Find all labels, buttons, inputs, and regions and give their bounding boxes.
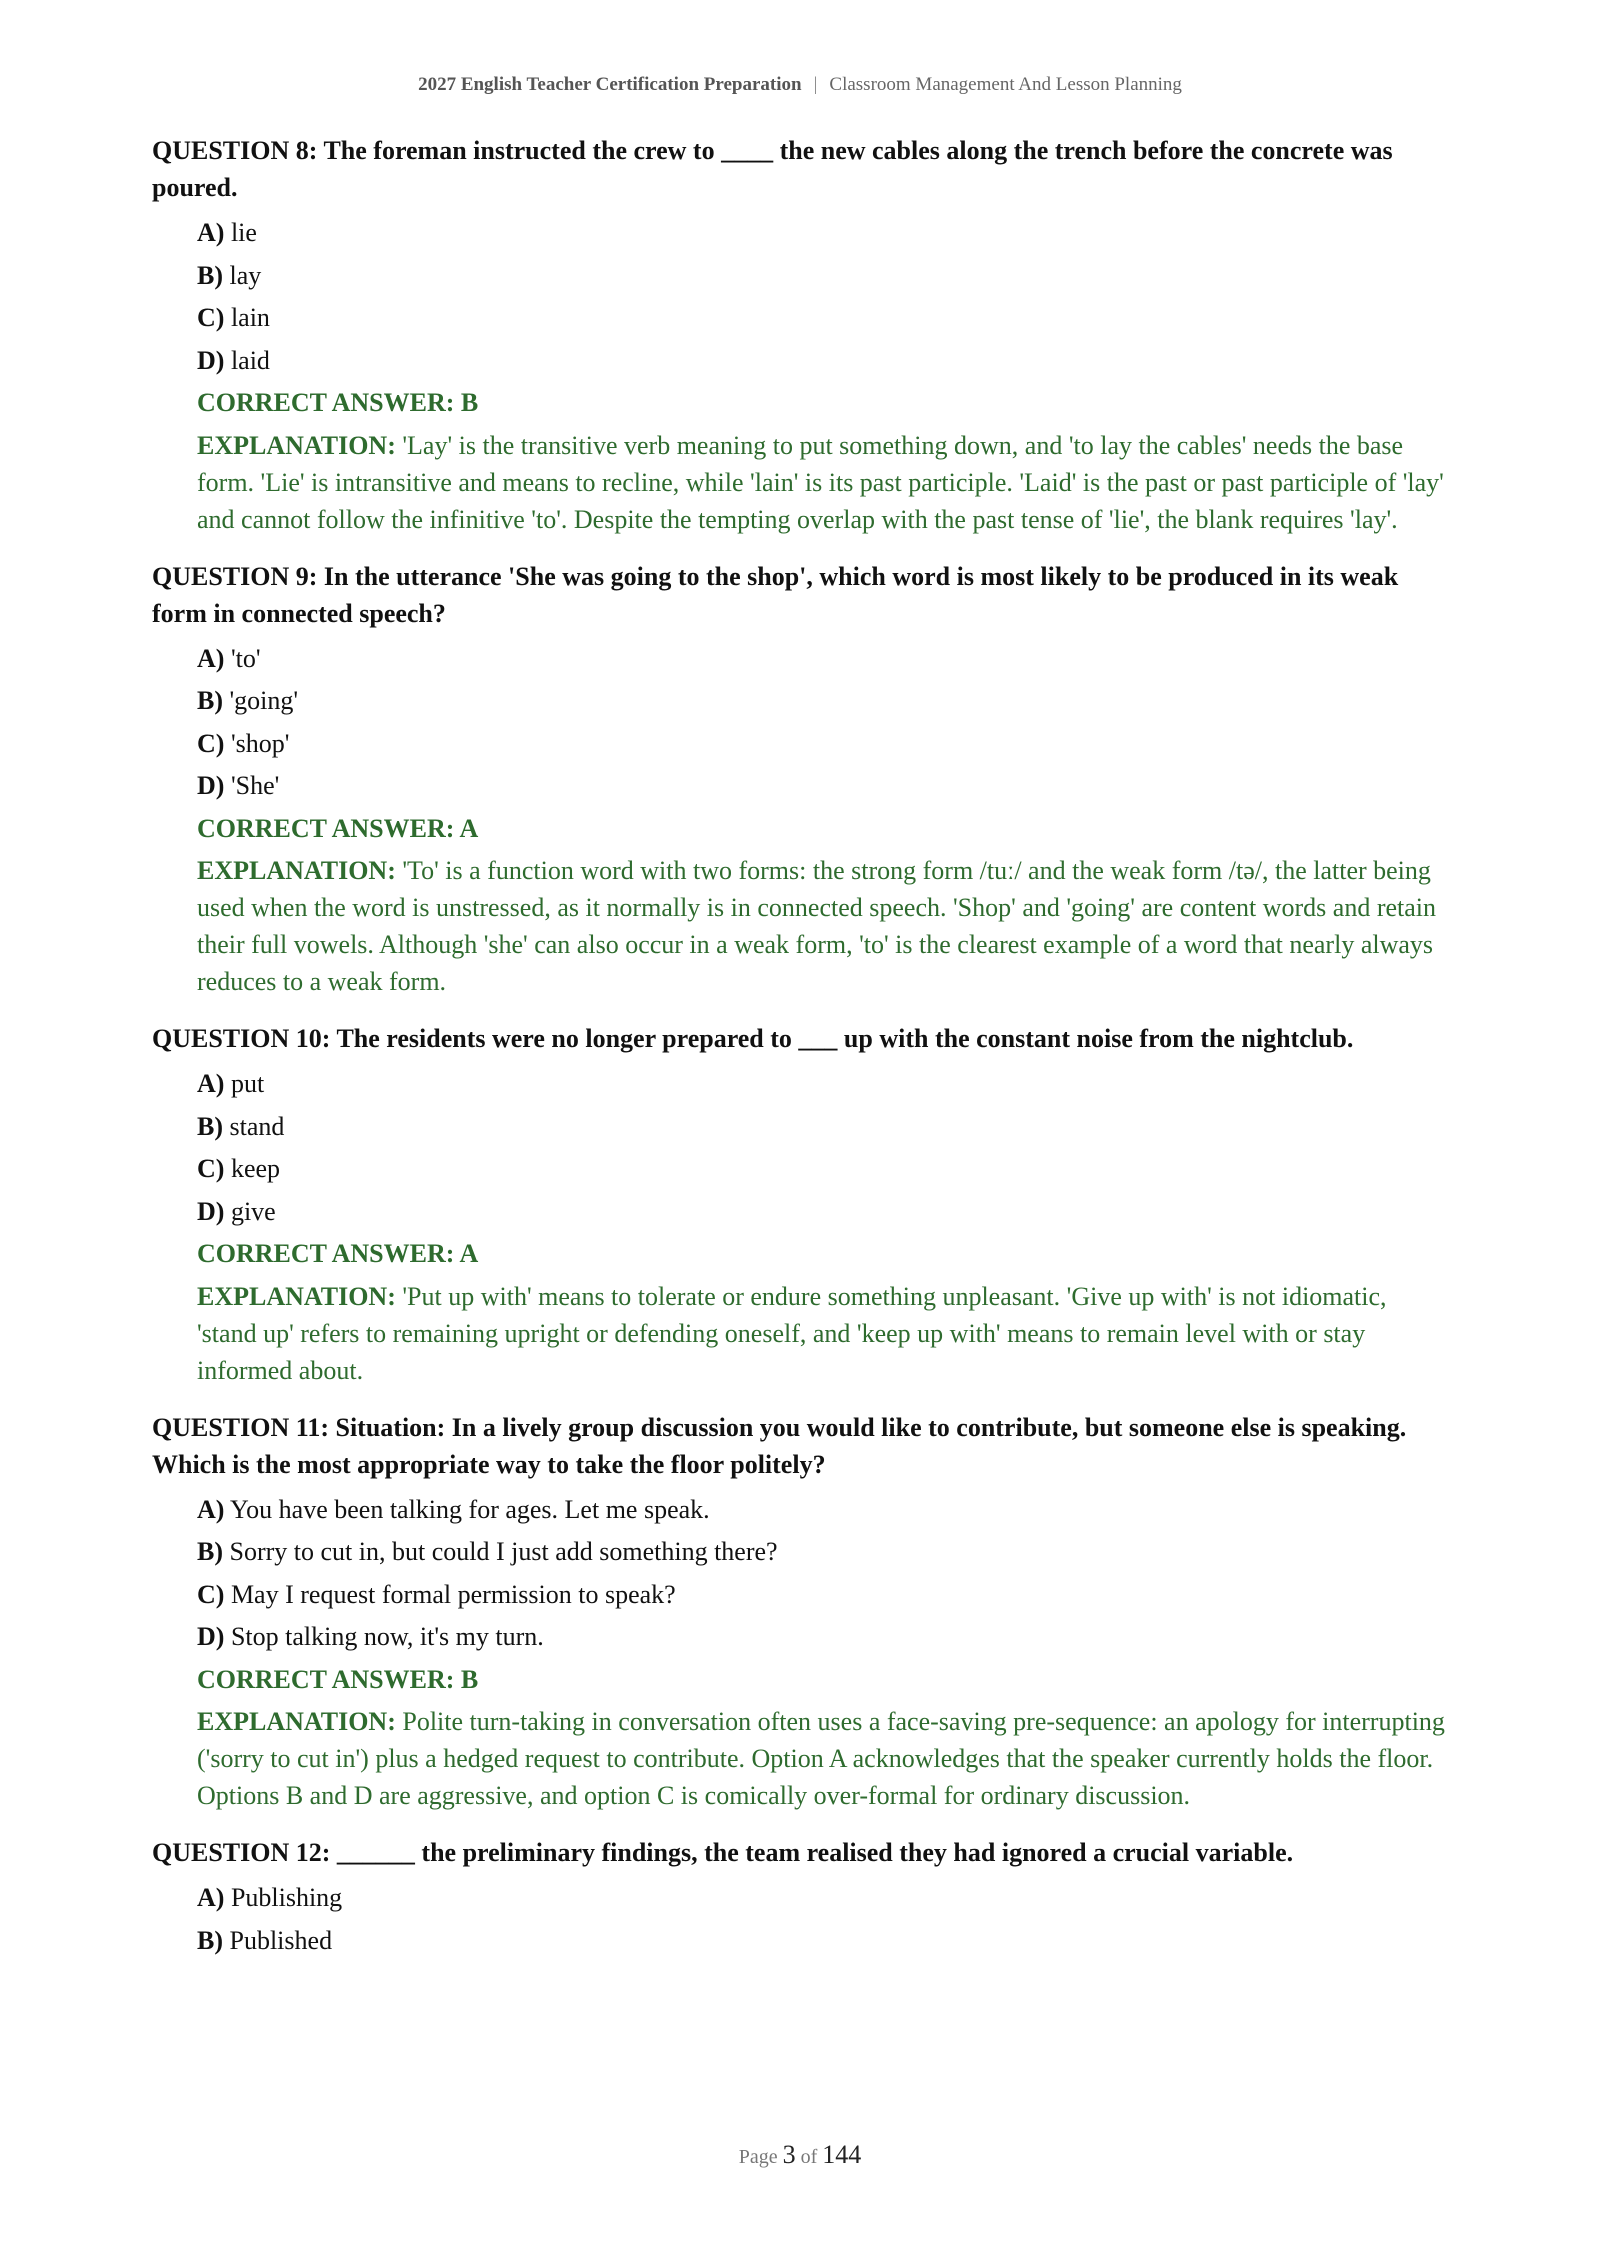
option-text: 'to' — [230, 643, 261, 673]
explanation-text: 'To' is a function word with two forms: the strong form /tuː/ and the weak form /tə/, the latter being used when the word is unstressed, as it normally is in connected speech. 'Shop' and 'going' are content words and retain their full vowels. Although 'she' can also occur in a weak form, 'to' is the clearest example of a word that nearly always reduces to a weak form. — [197, 856, 1436, 996]
option-text: You have been talking for ages. Let me speak. — [229, 1494, 710, 1524]
option-letter: C) — [197, 1154, 225, 1183]
question-text: QUESTION 9: In the utterance 'She was going to the shop', which word is most likely to be produced in its weak form in connected speech? — [152, 561, 1399, 628]
option-item — [197, 765, 1452, 808]
option-item — [197, 680, 1452, 723]
option-item — [197, 255, 1452, 298]
answer-label: CORRECT ANSWER: — [197, 388, 461, 417]
option-letter: B) — [197, 1111, 223, 1141]
option-text: Stop talking now, it's my turn. — [230, 1622, 544, 1651]
option-item — [197, 1877, 1452, 1920]
option-letter: D) — [197, 771, 225, 800]
option-letter: B) — [197, 1925, 223, 1955]
answer-value: A — [459, 813, 479, 843]
correct-answer — [197, 1233, 1452, 1276]
explanation-text: 'Lay' is the transitive verb meaning to put something down, and 'to lay the cables' needs the base form. 'Lie' is intransitive and means to recline, while 'lain' is its past participle. 'Laid' is the past or past participle of 'lay' and cannot follow the infinitive 'to'. Despite the tempting overlap with the past tense of 'lie', the blank requires 'lay'. — [197, 430, 1444, 534]
option-list — [197, 1489, 1452, 1659]
option-list — [197, 638, 1452, 808]
explanation — [197, 852, 1452, 1000]
option-item — [197, 1574, 1452, 1617]
option-item — [197, 212, 1452, 255]
total-pages: 144 — [822, 2140, 862, 2169]
option-text: stand — [229, 1111, 285, 1141]
correct-answer — [197, 382, 1452, 425]
explanation-label: EXPLANATION: — [197, 856, 403, 885]
explanation — [197, 1278, 1452, 1389]
option-text: Publishing — [230, 1883, 343, 1912]
page-number: 3 — [782, 2140, 796, 2169]
option-letter: A) — [197, 643, 225, 673]
option-text: May I request formal permission to speak? — [230, 1579, 676, 1609]
of-word: of — [800, 2146, 818, 2168]
question-block — [152, 1834, 1452, 1962]
option-item — [197, 340, 1452, 383]
option-letter: C) — [197, 1579, 225, 1609]
option-text: give — [230, 1196, 276, 1226]
explanation — [197, 427, 1452, 538]
page-word: Page — [738, 2146, 778, 2168]
option-item — [197, 1191, 1452, 1234]
question-text: QUESTION 12: ______ the preliminary findings, the team realised they had ignored a crucial variable. — [152, 1838, 1294, 1867]
explanation-label: EXPLANATION: — [197, 430, 403, 460]
option-letter: C) — [197, 303, 225, 332]
option-letter: C) — [197, 728, 225, 758]
explanation — [197, 1703, 1452, 1814]
question-list — [152, 132, 1452, 1982]
question-text: QUESTION 8: The foreman instructed the crew to ____ the new cables along the trench before the concrete was poured. — [152, 136, 1393, 202]
option-item — [197, 1920, 1452, 1963]
option-list — [197, 1063, 1452, 1233]
header-separator: | — [813, 74, 818, 95]
answer-value: A — [459, 1239, 479, 1268]
option-item — [197, 1106, 1452, 1149]
option-letter: A) — [197, 218, 225, 247]
option-letter: D) — [197, 345, 225, 375]
page-footer — [0, 2140, 1600, 2170]
option-item — [197, 638, 1452, 681]
explanation-label: EXPLANATION: — [197, 1707, 403, 1736]
answer-label: CORRECT ANSWER: — [197, 1664, 461, 1694]
question-block — [152, 558, 1452, 1001]
option-item — [197, 723, 1452, 766]
answer-label: CORRECT ANSWER: — [197, 813, 460, 843]
option-item — [197, 1063, 1452, 1106]
option-item — [197, 297, 1452, 340]
option-text: laid — [230, 345, 270, 375]
answer-label: CORRECT ANSWER: — [197, 1239, 460, 1268]
option-text: lay — [229, 260, 262, 290]
running-header — [0, 74, 1600, 96]
option-item — [197, 1148, 1452, 1191]
option-item — [197, 1616, 1452, 1659]
book-title: 2027 English Teacher Certification Preparation — [418, 74, 802, 95]
option-item — [197, 1531, 1452, 1574]
option-text: 'shop' — [230, 728, 290, 758]
option-text: keep — [230, 1154, 281, 1183]
explanation-text: 'Put up with' means to tolerate or endure something unpleasant. 'Give up with' is not idiomatic, 'stand up' refers to remaining upright or defending oneself, and 'keep up with' means to remain level with or stay informed about. — [197, 1281, 1387, 1385]
option-letter: B) — [197, 260, 223, 290]
question-block — [152, 1409, 1452, 1815]
option-text: Sorry to cut in, but could I just add something there? — [229, 1537, 778, 1566]
option-text: lie — [230, 218, 257, 247]
correct-answer — [197, 1659, 1452, 1702]
explanation-label: EXPLANATION: — [197, 1281, 403, 1311]
option-letter: A) — [197, 1494, 225, 1524]
option-letter: B) — [197, 1537, 223, 1566]
explanation-text: Polite turn-taking in conversation often uses a face-saving pre-sequence: an apology for interrupting ('sorry to cut in') plus a hedged request to contribute. Option A acknowledges that the speaker currently holds the floor. Options B and D are aggressive, and option C is comically over-formal for ordinary discussion. — [197, 1707, 1445, 1810]
question-text: QUESTION 11: Situation: In a lively group discussion you would like to contribute, but someone else is speaking. Which is the most appropriate way to take the floor politely? — [152, 1412, 1407, 1479]
option-item — [197, 1489, 1452, 1532]
option-letter: A) — [197, 1883, 225, 1912]
option-list — [197, 212, 1452, 382]
question-block — [152, 1020, 1452, 1389]
option-letter: B) — [197, 686, 223, 715]
option-text: 'She' — [230, 771, 280, 800]
option-letter: D) — [197, 1622, 225, 1651]
option-text: lain — [230, 303, 270, 332]
question-block — [152, 132, 1452, 538]
option-list — [197, 1877, 1452, 1962]
option-letter: A) — [197, 1069, 225, 1098]
answer-value: B — [460, 388, 479, 417]
option-text: 'going' — [229, 686, 299, 715]
option-letter: D) — [197, 1196, 225, 1226]
correct-answer — [197, 808, 1452, 851]
answer-value: B — [460, 1664, 479, 1694]
question-text: QUESTION 10: The residents were no longer prepared to ___ up with the constant noise from the nightclub. — [152, 1024, 1354, 1053]
option-text: Published — [229, 1925, 333, 1955]
chapter-title: Classroom Management And Lesson Planning — [829, 74, 1182, 95]
option-text: put — [230, 1069, 265, 1098]
